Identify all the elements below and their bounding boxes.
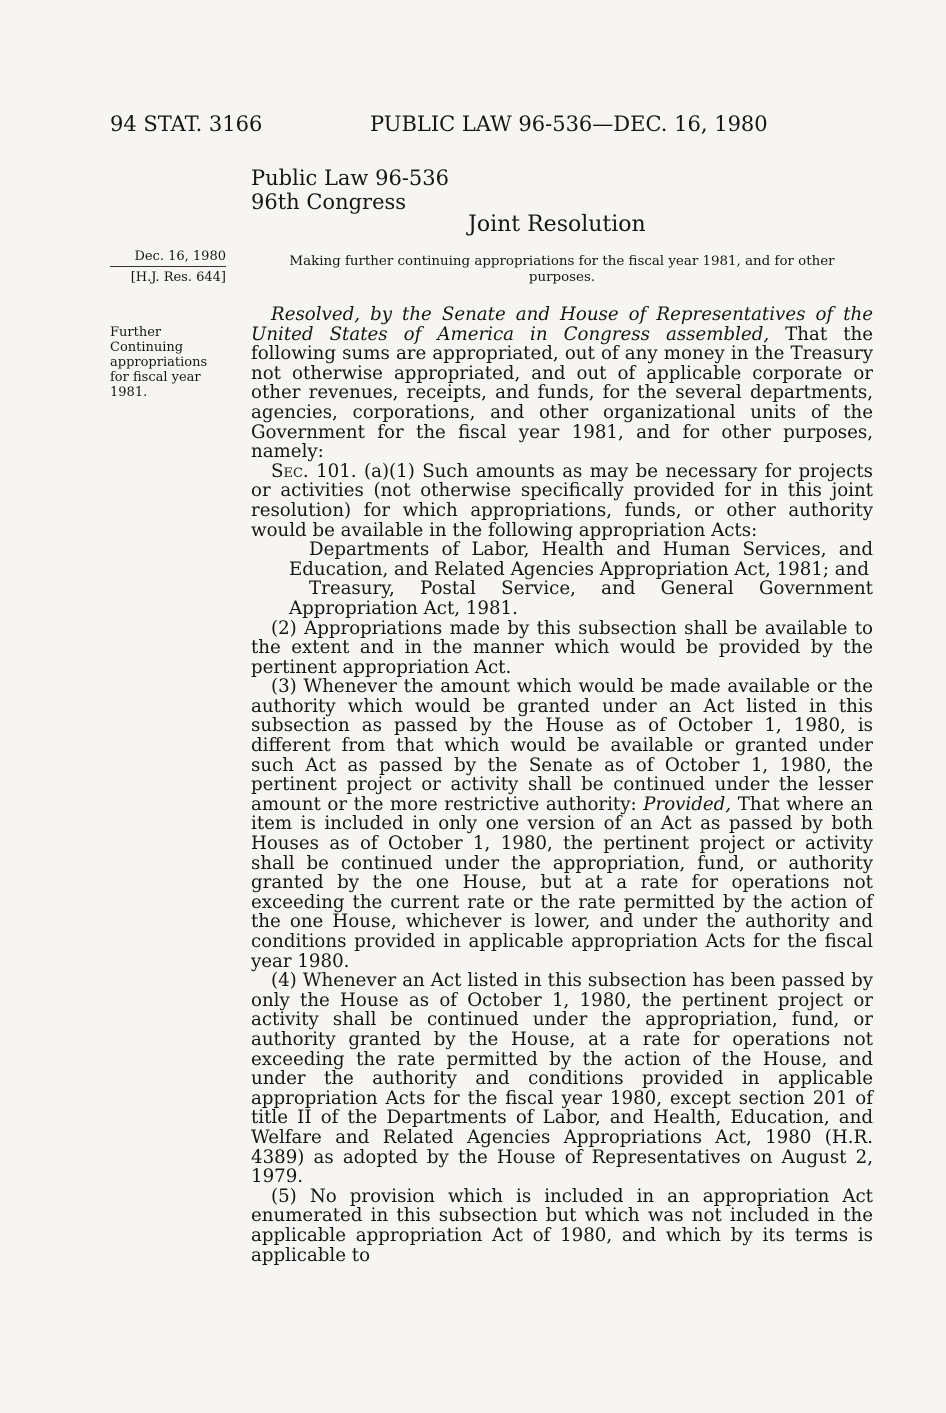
stat-page-number: 94 STAT. 3166 [110, 112, 263, 136]
margin-date-block [110, 248, 226, 286]
section-101 [251, 462, 873, 540]
page-header [110, 112, 840, 138]
running-title: PUBLIC LAW 96-536—DEC. 16, 1980 [370, 112, 768, 136]
paragraph-5: (5) No provision which is included in an appropriation Act enumerated in this subsection but which was not included in the applicable appropriation Act of 1980, and which by its terms is applicable to [251, 1185, 873, 1266]
law-identifier [251, 166, 449, 214]
paragraph-2: (2) Appropriations made by this subsection shall be available to the extent and in the manner which would be provided by the pertinent appropriation Act. [251, 617, 873, 678]
margin-rule [110, 266, 226, 267]
margin-note-line: for fiscal year [110, 370, 201, 385]
margin-note-line: appropriations [110, 355, 208, 370]
purpose-line-2: purposes. [528, 270, 596, 285]
purpose-line-1: Making further continuing appropriations for the fiscal year 1981, and for other [289, 254, 835, 269]
enacting-formula: Resolved, by the Senate and House of Representatives of the United States of America in Congress assembled, [251, 304, 873, 345]
paragraph-3-proviso: That where an item is included in only one version of an Act as passed by both Houses as of October 1, 1980, the pertinent project or activity shall be continued under the appropriation, fund, or authority granted by the one House, but at a rate for operations not exceeding the current rate or the rate permitted by the action of the one House, whichever is lower, and under the authority and conditions provided in applicable appropriation Acts for the fiscal year 1980. [251, 793, 873, 972]
section-101-text: (a)(1) Such amounts as may be necessary for projects or activities (not otherwise specifically provided for in this joint resolution) for which appropriations, funds, or other authority would be available in the following appropriation Acts: [251, 460, 873, 541]
margin-note-line: 1981. [110, 385, 148, 400]
resolving-clause [251, 305, 873, 462]
margin-note [110, 325, 230, 400]
paragraph-3 [251, 677, 873, 971]
paragraph-4: (4) Whenever an Act listed in this subsection has been passed by only the House as of October 1, 1980, the pertinent project or activity shall be continued under the appropriation, fund, or authority granted by the House, at a rate for operations not exceeding the rate permitted by the action of the House, and under the authority and conditions provided in applicable appropriation Acts for the fiscal year 1980, except section 201 of title II of the Departments of Labor, and Health, Education, and Welfare and Related Agencies Appropriations Act, 1980 (H.R. 4389) as adopted by the House of Representatives on August 2, 1979. [251, 970, 873, 1188]
law-number: Public Law 96-536 [251, 166, 449, 190]
act-listing-2: Treasury, Postal Service, and General Government Appropriation Act, 1981. [289, 578, 873, 619]
margin-note-line: Further [110, 325, 162, 340]
proviso-label: Provided, [643, 793, 732, 815]
act-listing-1: Departments of Labor, Health and Human Services, and Education, and Related Agencies Appropriation Act, 1981; and [289, 539, 873, 580]
section-label: Sec. 101. [271, 460, 357, 482]
purpose-statement [251, 254, 873, 286]
enactment-date: Dec. 16, 1980 [134, 249, 226, 264]
document-type-heading: Joint Resolution [468, 212, 646, 237]
resolving-text: That the following sums are appropriated, out of any money in the Treasury not otherwise appropriated, and out of applicable corporate or other revenues, receipts, and funds, for the several departments, agencies, corporations, and other organizational units of the Government for the fiscal year 1981, and for other purposes, namely: [251, 323, 873, 463]
congress-number: 96th Congress [251, 190, 407, 214]
paragraph-3-text: (3) Whenever the amount which would be made available or the authority which would be granted under an Act listed in this subsection as passed by the House as of October 1, 1980, is different from that which would be available or granted under such Act as passed by the Senate as of October 1, 1980, the pertinent project or activity shall be continued under the lesser amount or the more restrictive authority: [251, 676, 873, 815]
margin-note-line: Continuing [110, 340, 184, 355]
bill-number: [H.J. Res. 644] [130, 270, 226, 285]
resolution-body [251, 305, 873, 1265]
